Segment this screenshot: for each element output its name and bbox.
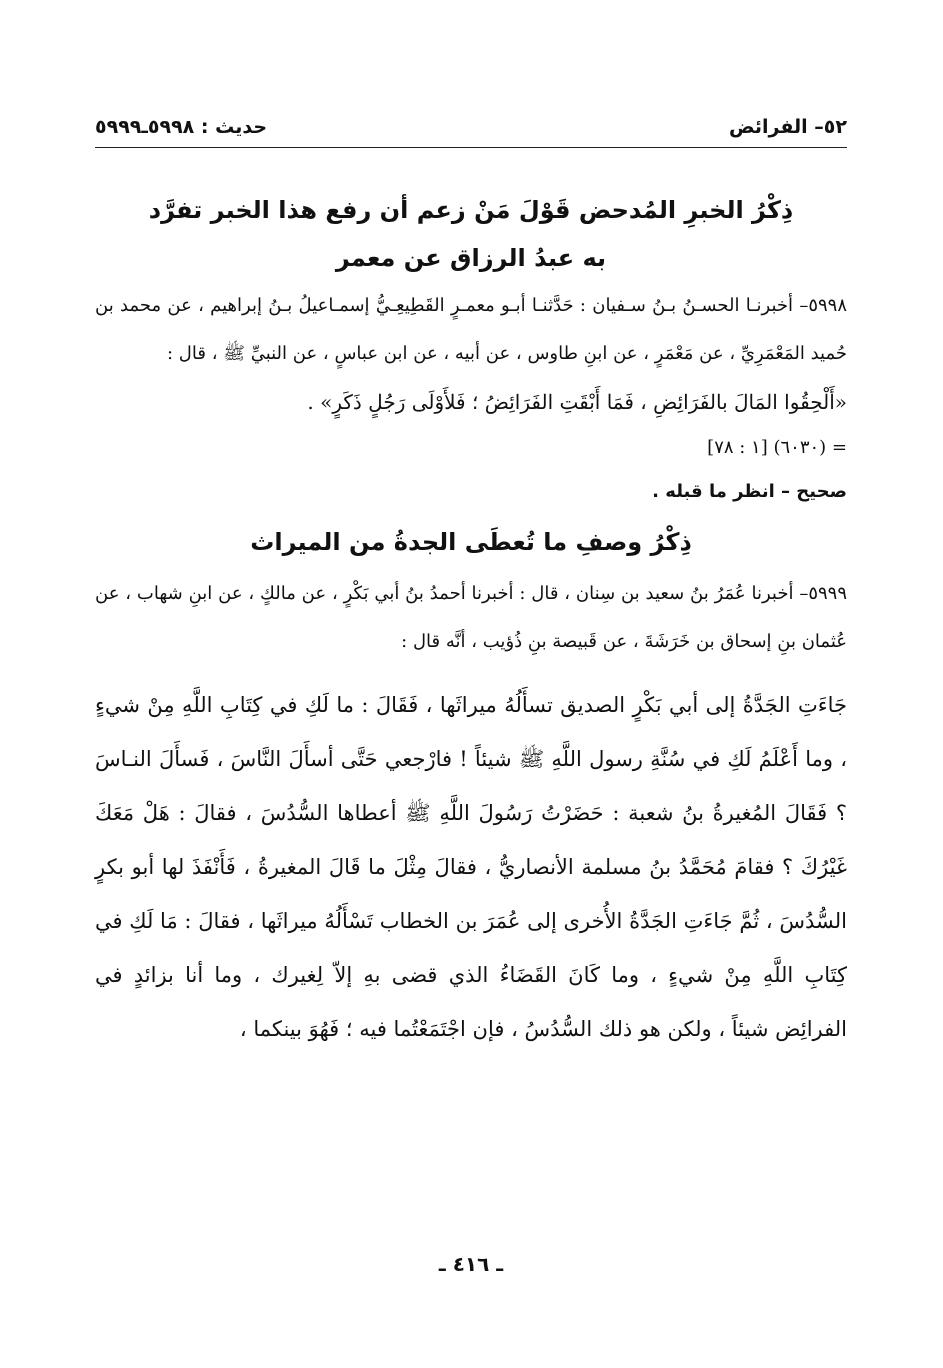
document-page bbox=[95, 0, 847, 1368]
cross-reference: = (٦٠٣٠) [١ : ٧٨] bbox=[707, 437, 847, 458]
header-divider bbox=[95, 147, 847, 148]
section-heading-1 bbox=[95, 186, 847, 282]
hadith-number: ٥٩٩٨– bbox=[799, 295, 847, 316]
hadith-5998 bbox=[95, 282, 847, 514]
chapter-title: ٥٢– الفرائض bbox=[728, 116, 847, 138]
hadith-number: ٥٩٩٩– bbox=[799, 583, 847, 604]
page-body bbox=[95, 186, 847, 1056]
section-title-line-1: ذِكْرُ الخبرِ المُدحض قَوْلَ مَنْ زعم أن رفع هذا الخبر تفرَّد bbox=[148, 196, 794, 224]
page-number: ـ ٤١٦ ـ bbox=[438, 1252, 504, 1276]
hadith-range: حديث : ٥٩٩٨ـ٥٩٩٩ bbox=[95, 116, 268, 138]
hadith-grade: صحيح – انظر ما قبله . bbox=[652, 481, 847, 502]
hadith-5999 bbox=[95, 570, 847, 1056]
running-header bbox=[95, 110, 847, 144]
section-title-line-2: به عبدُ الرزاق عن معمر bbox=[335, 244, 607, 272]
hadith-isnad bbox=[95, 282, 847, 378]
isnad-text: أخبرنـا الحسـنُ بـنُ سـفيان : حَدَّثنـا أبـو معمـرٍ القَطِيعِـيُّ إسمـاعيلُ بـنُ إبراهيم ، عن محمد بن حُميد المَعْمَرِيِّ ، عن مَعْمَرٍ ، عن ابنِ طاوس ، عن أبيه ، عن ابن عباسٍ ، عن النبيِّ ﷺ ، قال : bbox=[95, 295, 847, 364]
section-title-2: ذِكْرُ وصفِ ما تُعطَى الجدةُ من الميراث bbox=[250, 528, 692, 556]
hadith-matn: «أَلْحِقُوا المَالَ بالفَرَائِضِ ، فَمَا أَبْقَتِ الفَرَائِضُ ؛ فَلأَوْلَى رَجُلٍ ذَكَرٍ» . bbox=[307, 390, 847, 414]
hadith-isnad bbox=[95, 570, 847, 666]
isnad-text: أخبرنا عُمَرُ بنُ سعيد بن سِنان ، قال : أخبرنا أحمدُ بنُ أبي بَكْرٍ ، عن مالكٍ ، عن ابنِ شهاب ، عن عُثمان بنِ إسحاق بن خَرَشَةَ ، عن قَبيصة بنِ ذُؤيب ، أنَّه قال : bbox=[95, 583, 847, 652]
hadith-matn: جَاءَتِ الجَدَّةُ إلى أبي بَكْرٍ الصديق تسأَلُهُ ميراثَها ، فَقَالَ : ما لَكِ في كِتَابِ اللَّهِ مِنْ شيءٍ ، وما أَعْلَمُ لَكِ في سُنَّةِ رسول اللَّهِ ﷺ شيئاً ! فارْجعي حَتَّى أسأَلَ النَّاسَ ، فَسأَلَ النـاسَ ؟ فَقَالَ المُغيرةُ بنُ شعبة : حَضَرْتُ رَسُولَ اللَّهِ ﷺ أعطاها السُّدُسَ ، فقالَ : هَلْ مَعَكَ غَيْرُكَ ؟ فقامَ مُحَمَّدُ بنُ مسلمة الأنصاريُّ ، فقالَ مِثْلَ ما قَالَ المغيرةُ ، فَأَنْفَذَ لها أبو بكرٍ السُّدُسَ ، ثُمَّ جَاءَتِ الجَدَّةُ الأُخرى إلى عُمَرَ بن الخطاب تَسْأَلُهُ ميراثَها ، فقالَ : مَا لَكِ في كِتَابِ اللَّهِ مِنْ شيءٍ ، وما كَانَ القَضَاءُ الذي قضى بهِ إلاّ لِغيرك ، وما أنا بزائدٍ في الفرائِض شيئاً ، ولكن هو ذلك السُّدُسُ ، فإن اجْتَمَعْتُما فيه ؛ فَهُوَ بينكما ، bbox=[95, 693, 848, 1041]
